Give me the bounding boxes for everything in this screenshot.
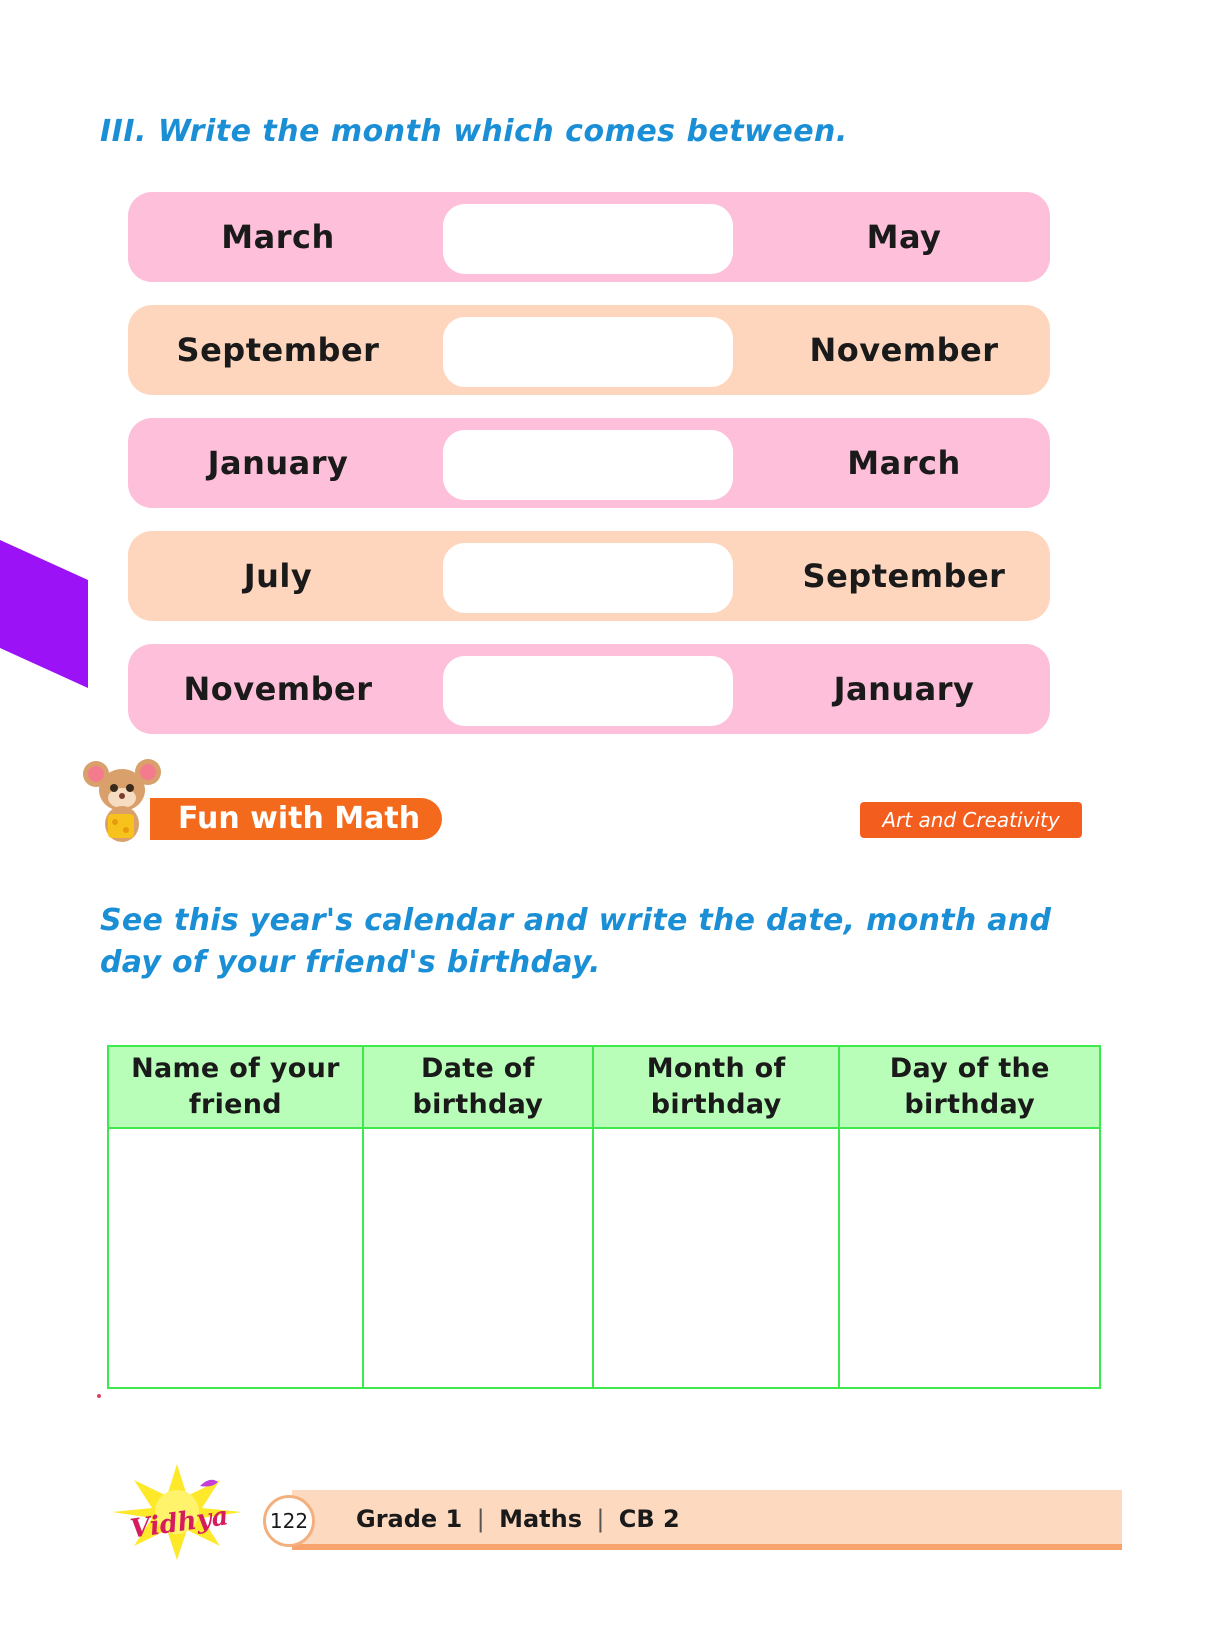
- month-before: March: [221, 218, 335, 256]
- month-row-5: [128, 644, 1050, 734]
- art-and-creativity-badge: Art and Creativity: [860, 802, 1082, 838]
- page-number: 122: [263, 1495, 315, 1547]
- month-row-1: [128, 192, 1050, 282]
- birthday-table: [107, 1045, 1101, 1389]
- table-header-row: [108, 1046, 1100, 1128]
- side-accent-tab: [0, 540, 88, 688]
- month-row-2: [128, 305, 1050, 395]
- birthday-day-cell[interactable]: [839, 1128, 1100, 1388]
- answer-box[interactable]: [443, 430, 733, 500]
- activity-heading: See this year's calendar and write the date, month and day of your friend's birthday.: [100, 903, 1052, 980]
- column-header-name: Name of your friend: [108, 1046, 363, 1128]
- footer-separator: |: [596, 1505, 605, 1533]
- month-after: May: [866, 218, 942, 256]
- month-after: March: [847, 444, 961, 482]
- column-header-date: Date of birthday: [363, 1046, 593, 1128]
- table-row: [108, 1128, 1100, 1388]
- month-after: September: [802, 557, 1006, 595]
- friend-name-cell[interactable]: [108, 1128, 363, 1388]
- month-before: July: [243, 557, 313, 595]
- month-row-3: [128, 418, 1050, 508]
- month-row-4: [128, 531, 1050, 621]
- mouse-mascot-icon: [82, 756, 164, 848]
- answer-box[interactable]: [443, 656, 733, 726]
- fun-with-math-banner: [150, 798, 442, 840]
- month-before: January: [207, 444, 349, 482]
- vidhya-logo-text: Vidhya: [128, 1501, 231, 1545]
- exercise-heading: III. Write the month which comes between.: [100, 114, 848, 149]
- month-before: November: [183, 670, 373, 708]
- decorative-dot: [97, 1394, 101, 1398]
- answer-box[interactable]: [443, 204, 733, 274]
- footer-separator: |: [476, 1505, 485, 1533]
- footer-grade: Grade 1: [356, 1505, 463, 1533]
- column-header-day: Day of the birthday: [839, 1046, 1100, 1128]
- footer-subject: Maths: [499, 1505, 582, 1533]
- footer-book: CB 2: [618, 1505, 680, 1533]
- month-before: September: [176, 331, 380, 369]
- footer-info: [356, 1497, 680, 1541]
- month-after: November: [809, 331, 999, 369]
- answer-box[interactable]: [443, 543, 733, 613]
- fun-with-math-label: Fun with Math: [178, 801, 421, 836]
- birthday-month-cell[interactable]: [593, 1128, 840, 1388]
- answer-box[interactable]: [443, 317, 733, 387]
- column-header-month: Month of birthday: [593, 1046, 840, 1128]
- birthday-date-cell[interactable]: [363, 1128, 593, 1388]
- month-after: January: [833, 670, 975, 708]
